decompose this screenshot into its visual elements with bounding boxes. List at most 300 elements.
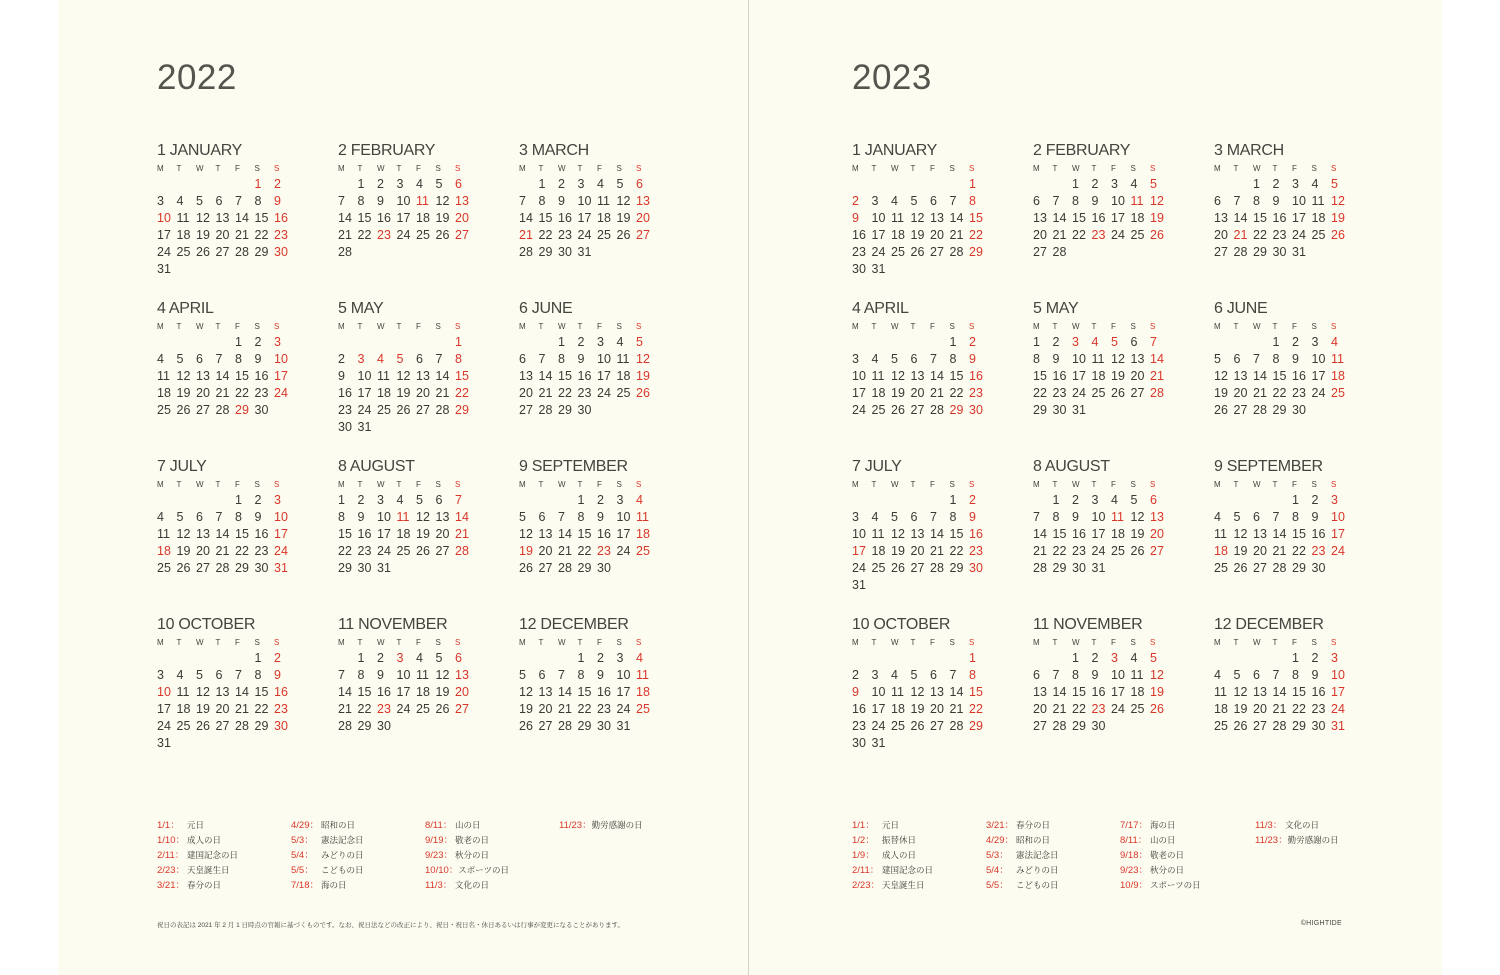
day-cell: 10 (577, 194, 592, 208)
empty-cell (1273, 650, 1293, 667)
day-cell: 12 (396, 369, 411, 383)
empty-cell (177, 650, 197, 667)
weekday-label: M (519, 638, 526, 647)
day-cell: 27 (196, 403, 210, 417)
day-cell: 14 (1052, 211, 1067, 225)
day-cell: 7 (558, 510, 565, 524)
empty-cell (930, 492, 950, 509)
day-cell: 16 (254, 527, 269, 541)
day-cell: 9 (852, 685, 859, 699)
day-cell: 24 (357, 403, 372, 417)
day-cell: 8 (969, 194, 976, 208)
weekday-label: S (969, 480, 975, 489)
empty-cell (1053, 176, 1073, 193)
day-cell: 15 (1292, 527, 1306, 541)
day-cell: 24 (1311, 386, 1326, 400)
day-cell: 1 (969, 651, 976, 665)
day-cell: 6 (196, 510, 203, 524)
empty-cell (196, 334, 216, 351)
day-cell: 17 (852, 386, 866, 400)
day-cell: 24 (1111, 702, 1125, 716)
day-cell: 20 (416, 386, 430, 400)
day-cell: 20 (196, 544, 210, 558)
day-cell: 6 (455, 651, 462, 665)
day-cell: 12 (1150, 668, 1164, 682)
weekday-label: S (1311, 638, 1317, 647)
day-cell: 15 (969, 685, 983, 699)
day-cell: 20 (1150, 527, 1164, 541)
weekday-label: S (435, 164, 441, 173)
day-cell: 21 (1233, 228, 1248, 242)
holiday-name: みどりの日 (321, 850, 364, 860)
day-cell: 15 (1292, 685, 1306, 699)
day-cell: 8 (577, 510, 585, 524)
month-title: 3 MARCH (519, 142, 589, 159)
holiday-name: 成人の日 (187, 835, 222, 845)
day-cell: 8 (1272, 352, 1280, 366)
day-cell: 22 (969, 702, 983, 716)
weekday-label: F (1111, 480, 1116, 489)
weekday-label: F (235, 322, 240, 331)
month-title: 8 AUGUST (338, 458, 415, 475)
day-cell: 20 (636, 211, 650, 225)
day-cell: 11 (396, 510, 410, 524)
day-cell: 18 (871, 386, 886, 400)
day-cell: 8 (1292, 668, 1299, 682)
weekday-label: S (455, 638, 461, 647)
empty-cell (235, 176, 255, 193)
holiday-name: 元日 (187, 820, 205, 830)
day-cell: 4 (891, 194, 898, 208)
holiday-name: 昭和の日 (1016, 835, 1051, 845)
day-cell: 30 (577, 403, 592, 417)
empty-cell (519, 334, 539, 351)
day-cell: 12 (616, 194, 631, 208)
day-cell: 18 (1130, 211, 1145, 225)
day-cell: 11 (871, 527, 885, 541)
day-cell: 13 (519, 369, 533, 383)
day-cell: 6 (416, 352, 423, 366)
day-cell: 12 (891, 527, 905, 541)
day-cell: 4 (1331, 335, 1338, 349)
day-cell: 7 (949, 194, 957, 208)
day-cell: 21 (1272, 544, 1287, 558)
day-cell: 22 (558, 386, 572, 400)
day-cell: 21 (455, 527, 469, 541)
day-cell: 17 (616, 527, 631, 541)
day-cell: 29 (538, 245, 553, 259)
day-cell: 1 (357, 177, 365, 191)
day-cell: 30 (1072, 561, 1086, 575)
weekday-label: S (1130, 322, 1136, 331)
day-cell: 14 (338, 685, 352, 699)
day-cell: 3 (597, 335, 604, 349)
day-cell: 1 (538, 177, 546, 191)
holiday-date: 2/11： (852, 865, 880, 876)
day-cell: 16 (1072, 527, 1086, 541)
holiday-name: みどりの日 (1016, 865, 1059, 875)
day-cell: 12 (435, 194, 450, 208)
holiday-name: 成人の日 (882, 850, 917, 860)
day-cell: 1 (577, 493, 585, 507)
day-cell: 19 (910, 228, 925, 242)
day-cell: 15 (357, 685, 372, 699)
day-cell: 20 (538, 544, 553, 558)
day-cell: 12 (196, 685, 210, 699)
weekday-header (338, 162, 478, 176)
day-cell: 13 (538, 527, 553, 541)
day-cell: 11 (377, 369, 390, 383)
day-cell: 11 (1091, 352, 1105, 366)
page-gutter (748, 0, 749, 975)
holiday-date: 10/9： (1120, 880, 1148, 891)
day-cell: 10 (1331, 510, 1345, 524)
holiday-name: 山の日 (455, 820, 481, 830)
weekday-label: S (1130, 638, 1136, 647)
day-cell: 28 (1253, 403, 1267, 417)
weekday-label: M (1033, 322, 1040, 331)
holiday-item (291, 848, 431, 863)
holiday-date: 2/23： (852, 880, 880, 891)
empty-cell (852, 334, 872, 351)
day-cell: 21 (949, 702, 964, 716)
day-cell: 27 (538, 719, 553, 733)
day-cell: 30 (254, 403, 269, 417)
holiday-date: 11/23： (1255, 835, 1288, 846)
day-cell: 13 (196, 527, 210, 541)
day-cell: 2 (1311, 493, 1319, 507)
day-cell: 24 (1292, 228, 1306, 242)
day-cell: 28 (1052, 245, 1067, 259)
day-cell: 24 (157, 719, 171, 733)
day-cell: 10 (396, 194, 411, 208)
day-cell: 13 (636, 194, 650, 208)
day-cell: 25 (871, 561, 886, 575)
weekday-label: T (538, 164, 544, 173)
empty-cell (1214, 176, 1234, 193)
day-cell: 16 (1311, 685, 1326, 699)
day-cell: 16 (1091, 685, 1106, 699)
month-block (1214, 615, 1354, 735)
day-cell: 4 (1130, 651, 1138, 665)
weekday-header (338, 478, 478, 492)
empty-cell (1214, 650, 1234, 667)
day-cell: 9 (852, 211, 859, 225)
day-cell: 14 (930, 369, 944, 383)
empty-cell (177, 176, 197, 193)
day-cell: 22 (357, 702, 372, 716)
day-cell: 20 (215, 702, 230, 716)
weekday-header (519, 636, 659, 650)
day-cell: 2 (597, 493, 604, 507)
day-cell: 25 (416, 228, 430, 242)
day-grid (338, 334, 478, 436)
day-cell: 18 (1130, 685, 1145, 699)
day-cell: 20 (435, 527, 450, 541)
holiday-item (559, 818, 699, 833)
empty-cell (519, 176, 539, 193)
day-cell: 5 (891, 352, 898, 366)
weekday-label: M (1214, 322, 1221, 331)
holiday-name: 天皇誕生日 (882, 880, 925, 890)
day-cell: 16 (597, 527, 611, 541)
day-cell: 3 (871, 194, 879, 208)
empty-cell (338, 334, 358, 351)
day-cell: 25 (377, 403, 391, 417)
day-cell: 8 (1033, 352, 1040, 366)
day-cell: 2 (597, 651, 604, 665)
day-cell: 5 (1111, 335, 1118, 349)
day-cell: 2 (1052, 335, 1060, 349)
day-cell: 1 (949, 335, 957, 349)
weekday-label: T (1052, 164, 1058, 173)
day-cell: 27 (1214, 245, 1228, 259)
day-cell: 25 (891, 245, 905, 259)
weekday-label: T (871, 638, 877, 647)
day-cell: 29 (558, 403, 572, 417)
day-cell: 28 (930, 403, 944, 417)
day-cell: 11 (891, 685, 904, 699)
day-cell: 28 (558, 719, 572, 733)
empty-cell (539, 650, 559, 667)
day-cell: 2 (254, 335, 262, 349)
holiday-item (157, 833, 297, 848)
day-cell: 8 (949, 352, 957, 366)
holiday-date: 5/5： (291, 865, 314, 876)
day-grid (157, 176, 297, 278)
day-cell: 17 (1072, 369, 1086, 383)
day-cell: 19 (176, 386, 191, 400)
day-cell: 23 (1272, 228, 1287, 242)
day-cell: 23 (852, 719, 866, 733)
empty-cell (1053, 650, 1073, 667)
day-cell: 4 (616, 335, 624, 349)
day-cell: 16 (1052, 369, 1067, 383)
holiday-item (852, 878, 992, 893)
weekday-label: T (357, 164, 363, 173)
month-block (519, 457, 659, 577)
month-title: 7 JULY (852, 458, 902, 475)
month-title: 12 DECEMBER (1214, 616, 1324, 633)
weekday-label: T (1052, 638, 1058, 647)
day-cell: 14 (435, 369, 450, 383)
day-cell: 5 (196, 668, 203, 682)
weekday-header (338, 320, 478, 334)
day-cell: 19 (636, 369, 650, 383)
day-cell: 7 (949, 668, 957, 682)
day-cell: 6 (435, 493, 443, 507)
day-cell: 27 (1150, 544, 1164, 558)
holiday-date: 9/18： (1120, 850, 1148, 861)
month-title: 2 FEBRUARY (1033, 142, 1131, 159)
day-cell: 24 (396, 702, 411, 716)
day-cell: 16 (1292, 369, 1306, 383)
day-cell: 6 (538, 668, 546, 682)
day-cell: 31 (1091, 561, 1106, 575)
day-cell: 26 (196, 719, 210, 733)
day-cell: 22 (949, 544, 964, 558)
holiday-name: スポーツの日 (458, 865, 509, 875)
weekday-label: F (930, 480, 935, 489)
day-cell: 22 (1072, 228, 1086, 242)
holiday-date: 1/9： (852, 850, 875, 861)
day-cell: 23 (1311, 702, 1326, 716)
day-cell: 26 (1233, 719, 1248, 733)
holiday-date: 5/3： (291, 835, 314, 846)
weekday-header (852, 636, 992, 650)
day-cell: 23 (1072, 544, 1086, 558)
empty-cell (950, 176, 970, 193)
weekday-label: F (1292, 322, 1297, 331)
holiday-date: 5/4： (291, 850, 314, 861)
day-grid (852, 492, 992, 594)
day-cell: 15 (949, 527, 964, 541)
day-cell: 1 (254, 177, 262, 191)
holiday-date: 1/2： (852, 835, 875, 846)
day-cell: 5 (416, 493, 423, 507)
day-cell: 22 (254, 228, 269, 242)
month-block (338, 299, 478, 436)
day-cell: 2 (1091, 177, 1099, 191)
month-title: 7 JULY (157, 458, 207, 475)
copyright: ©HIGHTIDE (1300, 920, 1342, 927)
day-cell: 15 (1052, 527, 1067, 541)
day-cell: 20 (455, 211, 469, 225)
month-title: 1 JANUARY (852, 142, 938, 159)
day-cell: 3 (1091, 493, 1099, 507)
weekday-label: T (1233, 480, 1239, 489)
day-grid (157, 650, 297, 752)
weekday-label: S (455, 164, 461, 173)
day-cell: 26 (910, 245, 925, 259)
day-cell: 22 (1052, 544, 1067, 558)
holiday-date: 5/5： (986, 880, 1009, 891)
weekday-label: S (254, 638, 260, 647)
day-cell: 10 (157, 211, 171, 225)
day-cell: 2 (377, 651, 384, 665)
day-cell: 6 (196, 352, 203, 366)
day-cell: 19 (891, 386, 905, 400)
day-cell: 18 (1311, 211, 1326, 225)
day-cell: 23 (1311, 544, 1326, 558)
weekday-label: T (176, 164, 182, 173)
day-cell: 21 (519, 228, 533, 242)
day-cell: 18 (396, 527, 411, 541)
day-grid (519, 176, 659, 261)
holiday-name: 元日 (882, 820, 900, 830)
day-cell: 28 (949, 245, 964, 259)
day-cell: 20 (1233, 386, 1248, 400)
weekday-label: T (176, 322, 182, 331)
day-cell: 10 (1072, 352, 1086, 366)
day-cell: 6 (1033, 668, 1040, 682)
holiday-item (425, 848, 565, 863)
day-cell: 14 (930, 527, 944, 541)
day-cell: 6 (1253, 510, 1260, 524)
weekday-label: F (597, 638, 602, 647)
holiday-item (1255, 818, 1395, 833)
day-cell: 10 (1111, 194, 1125, 208)
day-cell: 8 (538, 194, 546, 208)
day-cell: 11 (891, 211, 904, 225)
day-cell: 18 (157, 544, 171, 558)
footnote: 祝日の表記は 2021 年 2 月 1 日時点の官報に基づくものです。なお、祝日法などの改正により、祝日・祝日名・休日あるいは行事が変更になることがあります。 (157, 922, 624, 929)
day-cell: 10 (357, 369, 372, 383)
day-cell: 2 (274, 651, 281, 665)
day-cell: 4 (1311, 177, 1319, 191)
day-cell: 9 (1311, 668, 1319, 682)
weekday-label: S (455, 480, 461, 489)
day-cell: 28 (1233, 245, 1248, 259)
day-cell: 23 (852, 245, 866, 259)
month-block (1214, 141, 1354, 261)
day-cell: 25 (396, 544, 411, 558)
day-cell: 23 (597, 702, 611, 716)
day-cell: 2 (1072, 493, 1079, 507)
day-cell: 21 (1033, 544, 1047, 558)
day-cell: 19 (1150, 685, 1164, 699)
weekday-label: M (157, 164, 164, 173)
day-cell: 14 (235, 211, 249, 225)
weekday-label: S (636, 480, 642, 489)
day-cell: 11 (157, 369, 170, 383)
day-grid (1033, 650, 1173, 735)
day-cell: 18 (636, 685, 650, 699)
weekday-label: S (616, 638, 622, 647)
holiday-name: 敬老の日 (455, 835, 490, 845)
day-grid (1214, 176, 1354, 261)
day-cell: 27 (215, 719, 230, 733)
day-cell: 10 (1311, 352, 1326, 366)
month-block (519, 615, 659, 735)
day-cell: 13 (435, 510, 450, 524)
holiday-item (1120, 848, 1260, 863)
day-cell: 31 (1072, 403, 1086, 417)
day-cell: 18 (1091, 369, 1106, 383)
weekday-label: T (577, 322, 583, 331)
day-cell: 17 (396, 211, 411, 225)
day-cell: 18 (416, 685, 430, 699)
holiday-name: 秋分の日 (455, 850, 490, 860)
day-cell: 24 (396, 228, 411, 242)
day-cell: 8 (558, 352, 565, 366)
weekday-label: T (1233, 638, 1239, 647)
day-cell: 29 (235, 561, 249, 575)
empty-cell (911, 176, 931, 193)
day-cell: 6 (1214, 194, 1221, 208)
day-cell: 16 (577, 369, 592, 383)
empty-cell (1033, 176, 1053, 193)
day-cell: 8 (969, 668, 976, 682)
day-grid (157, 334, 297, 419)
day-cell: 24 (1331, 702, 1345, 716)
weekday-label: F (1292, 164, 1297, 173)
empty-cell (519, 650, 539, 667)
day-cell: 23 (969, 386, 983, 400)
day-cell: 26 (1214, 403, 1228, 417)
day-cell: 19 (910, 702, 925, 716)
day-cell: 25 (176, 719, 191, 733)
holiday-date: 10/10： (425, 865, 459, 876)
day-cell: 28 (215, 561, 230, 575)
day-cell: 7 (1052, 194, 1060, 208)
day-cell: 31 (357, 420, 372, 434)
day-cell: 5 (636, 335, 643, 349)
weekday-label: S (1150, 480, 1156, 489)
day-cell: 12 (435, 668, 450, 682)
day-cell: 4 (871, 352, 879, 366)
empty-cell (196, 492, 216, 509)
